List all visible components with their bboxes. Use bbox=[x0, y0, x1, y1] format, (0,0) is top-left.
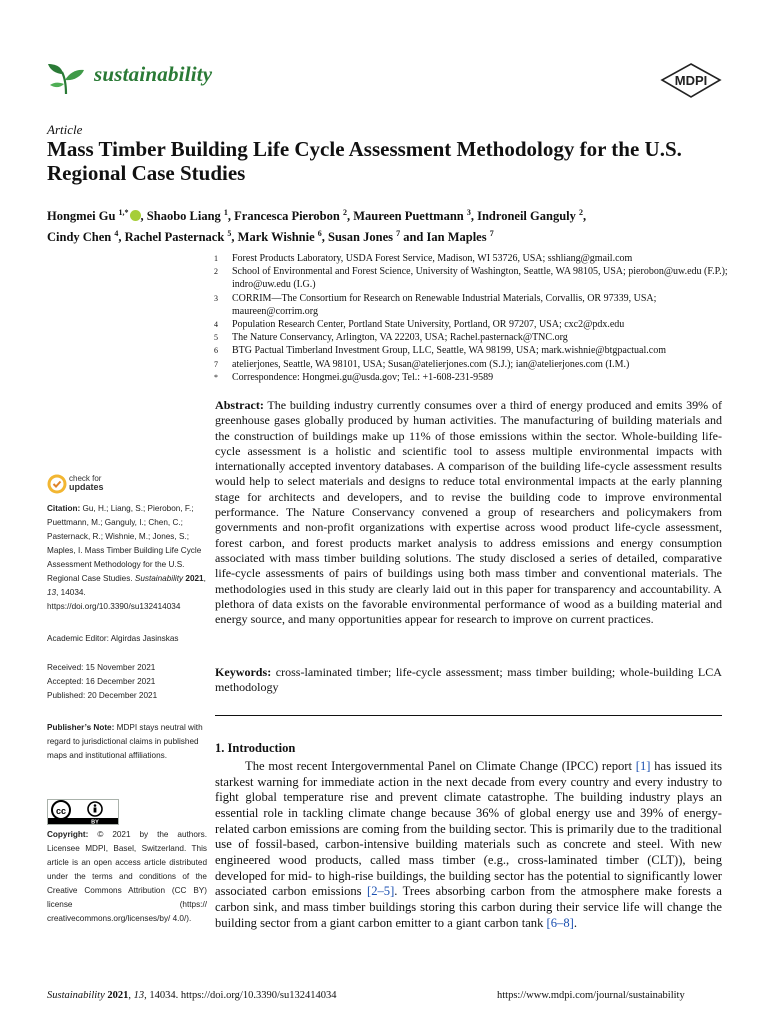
article-type: Article bbox=[47, 122, 83, 137]
affiliation-text: BTG Pactual Timberland Investment Group, LLC, Seattle, WA 98199, USA; mark.wishnie@btgpactual.com bbox=[232, 345, 666, 357]
affiliation-text: atelierjones, Seattle, WA 98101, USA; Susan@atelierjones.com (S.J.); ian@atelierjones.com (I.M.) bbox=[232, 358, 630, 370]
affiliation-number: 4 bbox=[214, 320, 218, 330]
abstract-label: Abstract: bbox=[215, 398, 264, 412]
affiliation-marker: 1,* bbox=[118, 208, 129, 217]
affiliation-text: CORRIM—The Consortium for Research on Renewable Industrial Materials, Corvallis, OR 97339, USA; maureen@corrim.org bbox=[232, 292, 657, 317]
citation-block: Citation: Gu, H.; Liang, S.; Pierobon, F.; Puettmann, M.; Ganguly, I.; Chen, C.; Pasternack, R.; Wishnie, M.; Jones, S.; Maples, I. Mass Timber Building Life Cycle Assessment Methodology for the U.S. Regional Case Studies. Sustainability 2021, 13, 14034. https://doi.org/10.3390/su132414034 bbox=[47, 504, 206, 611]
abstract bbox=[215, 398, 722, 627]
affiliation-marker: 1 bbox=[223, 208, 228, 217]
author-name[interactable]: Francesca Pierobon bbox=[234, 209, 340, 224]
affiliation-item bbox=[213, 358, 733, 371]
affiliation-item bbox=[213, 252, 733, 265]
affiliation-number: 3 bbox=[214, 293, 218, 303]
author-name[interactable]: Rachel Pasternack bbox=[124, 230, 225, 245]
publication-dates bbox=[47, 661, 207, 703]
affiliation-text: Forest Products Laboratory, USDA Forest Service, Madison, WI 53726, USA; sshliang@gmail.com bbox=[232, 253, 633, 264]
author-name[interactable]: Shaobo Liang bbox=[146, 209, 221, 224]
author-name[interactable]: Maureen Puettmann bbox=[353, 209, 464, 224]
citation-link[interactable]: [1] bbox=[635, 759, 651, 773]
orcid-icon[interactable] bbox=[130, 210, 141, 221]
page-title: Mass Timber Building Life Cycle Assessment Methodology for the U.S. Regional Case Studies bbox=[47, 137, 682, 185]
affiliation-marker: 7 bbox=[489, 229, 494, 239]
copyright-notice: Copyright: © 2021 by the authors. Licensee MDPI, Basel, Switzerland. This article is an open access article distributed under the terms and conditions of the Creative Commons Attribution (CC BY) license (https:// creativecommons.org/licenses/by/ 4.0/). bbox=[47, 830, 207, 923]
footer-citation: Sustainability 2021, 13, 14034. https://doi.org/10.3390/su132414034 bbox=[47, 990, 337, 1001]
author-name[interactable]: Cindy Chen bbox=[47, 230, 112, 245]
publisher-note: Publisher’s Note: MDPI stays neutral with regard to jurisdictional claims in published maps and institutional affiliations. bbox=[47, 723, 203, 760]
keywords bbox=[215, 665, 722, 696]
svg-text:cc: cc bbox=[55, 806, 67, 816]
cc-by-license-icon[interactable] bbox=[47, 799, 119, 825]
svg-text:BY: BY bbox=[91, 819, 99, 825]
divider bbox=[215, 715, 722, 716]
affiliation-item bbox=[213, 318, 733, 331]
affiliation-number: 5 bbox=[214, 333, 218, 343]
citation-link[interactable]: [6–8] bbox=[546, 915, 574, 930]
affiliation-marker: 7 bbox=[396, 229, 401, 239]
affiliation-item bbox=[213, 292, 733, 318]
affiliation-text: School of Environmental and Forest Science, University of Washington, Seattle, WA 98105, USA; pierobon@uw.edu (F.P.); indro@uw.edu (I.G.) bbox=[232, 266, 728, 291]
academic-editor: Academic Editor: Algirdas Jasinskas bbox=[47, 634, 179, 643]
author-name[interactable]: Hongmei Gu bbox=[47, 209, 116, 224]
affiliation-marker: 4 bbox=[114, 229, 119, 239]
author-name[interactable]: Mark Wishnie bbox=[237, 230, 315, 245]
affiliation-text: Population Research Center, Portland State University, Portland, OR 97207, USA; cxc2@pdx.edu bbox=[232, 319, 625, 331]
author-name[interactable]: Susan Jones bbox=[328, 230, 393, 245]
affiliation-number: 7 bbox=[214, 359, 218, 369]
affiliation-item bbox=[213, 331, 733, 344]
keywords-label: Keywords: bbox=[215, 665, 272, 679]
author-name[interactable]: Indroneil Ganguly bbox=[477, 209, 576, 224]
section-heading: 1. Introduction bbox=[215, 741, 296, 755]
intro-paragraph: The most recent Intergovernmental Panel on Climate Change (IPCC) report [1] has issued its starkest warning for immediate action in the next decade from every country and every industry to fight global temperature rise and prevent climate catastrophe. The building industry plays an essential role in tackling climate change because 36% of global energy use and 39% of energy-related carbon emissions are coming from the building sector. This is primarily due to the traditional use of fossil-based, carbon-intensive building materials such as concrete and steel. With new engineered wood products, called mass timber (e.g., cross-laminated timber (CLT)), being developed for mid- to high-rise buildings, the building sector has the potential to significantly lower associated carbon emissions [2–5]. Trees absorbing carbon from the atmosphere make forests a carbon sink, and mass timber buildings storing this carbon during their service life will change the building sector from a giant carbon emitter to a giant carbon tank [6–8]. bbox=[215, 759, 722, 930]
affiliation-text: The Nature Conservancy, Arlington, VA 22203, USA; Rachel.pasternack@TNC.org bbox=[232, 332, 568, 344]
affiliation-marker: 5 bbox=[227, 229, 232, 239]
publisher-name: MDPI bbox=[674, 73, 708, 88]
abstract-text: The building industry currently consumes over a third of energy produced and emits 39% of greenhouse gases globally produced by human activities. The manufacturing of building materials and the construction of buildings make up 11% of those emissions within the sector. Whole-building life-cycle assessment is a holistic and scientific tool to assess multiple environmental impacts with internationally accepted inventory databases. A comparison of the building life-cycle assessment results would help to select materials and designs to reduce total environmental impacts at the early planning stage for architects and developers, and to revise the building code to improve environmental performance. The Nature Conservancy convened a group of researchers and policymakers from governments and non-profit organizations with expertise across wood product life-cycle assessment, forest carbon, and forest products market analysis to address emissions and energy consumption associated with mass timber building solutions. The study disclosed a series of detailed, comparative life-cycle assessments of pairs of buildings using both mass timber and conventional materials. The methodologies used in this study are clearly laid out in this paper for transparency and accountability. A plethora of data exists on the favorable environmental performance of wood as a building material and energy source, and many opportunities appear for research to improve on current practices. bbox=[215, 398, 722, 627]
affiliation-item bbox=[213, 371, 733, 384]
author-name[interactable]: Ian Maples bbox=[426, 230, 487, 245]
journal-name[interactable]: sustainability bbox=[94, 62, 213, 86]
author-list: Hongmei Gu $^{1,*}$ , Shaobo Liang $^1$, Francesca Pierobon $^2$, Maureen Puettmann $^3$, Indroneil Ganguly $^2$, Cindy Chen $^4$, Rachel Pasternack $^5$, Mark Wishnie $^6$, Susan Jones $^7$ and Ian Maples $^7$ bbox=[47, 208, 587, 245]
published-date: Published: 20 December 2021 bbox=[47, 691, 158, 700]
affiliation-text: Correspondence: Hongmei.gu@usda.gov; Tel.: +1-608-231-9589 bbox=[232, 371, 494, 383]
sprout-icon bbox=[46, 60, 86, 96]
affiliation-number: * bbox=[214, 372, 218, 382]
check-for-updates-icon[interactable] bbox=[47, 474, 67, 494]
footer-journal-url[interactable]: https://www.mdpi.com/journal/sustainability bbox=[497, 990, 685, 1001]
affiliation-number: 1 bbox=[214, 254, 218, 263]
affiliation-marker: 2 bbox=[342, 208, 347, 217]
accepted-date: Accepted: 16 December 2021 bbox=[47, 677, 156, 686]
affiliation-item bbox=[213, 344, 733, 357]
check-for-updates-label[interactable]: check for updates bbox=[69, 474, 104, 492]
keywords-text: cross-laminated timber; life-cycle assessment; mass timber building; whole-building LCA methodology bbox=[215, 665, 722, 695]
mdpi-logo[interactable] bbox=[660, 63, 722, 99]
affiliation-marker: 6 bbox=[317, 229, 322, 239]
affiliation-list bbox=[213, 252, 733, 384]
citation-link[interactable]: [2–5] bbox=[367, 884, 395, 899]
affiliation-marker: 3 bbox=[466, 208, 471, 217]
affiliation-number: 2 bbox=[214, 267, 218, 277]
received-date: Received: 15 November 2021 bbox=[47, 663, 156, 672]
affiliation-marker: 2 bbox=[579, 208, 583, 217]
affiliation-item bbox=[213, 265, 733, 291]
affiliation-number: 6 bbox=[214, 346, 218, 356]
